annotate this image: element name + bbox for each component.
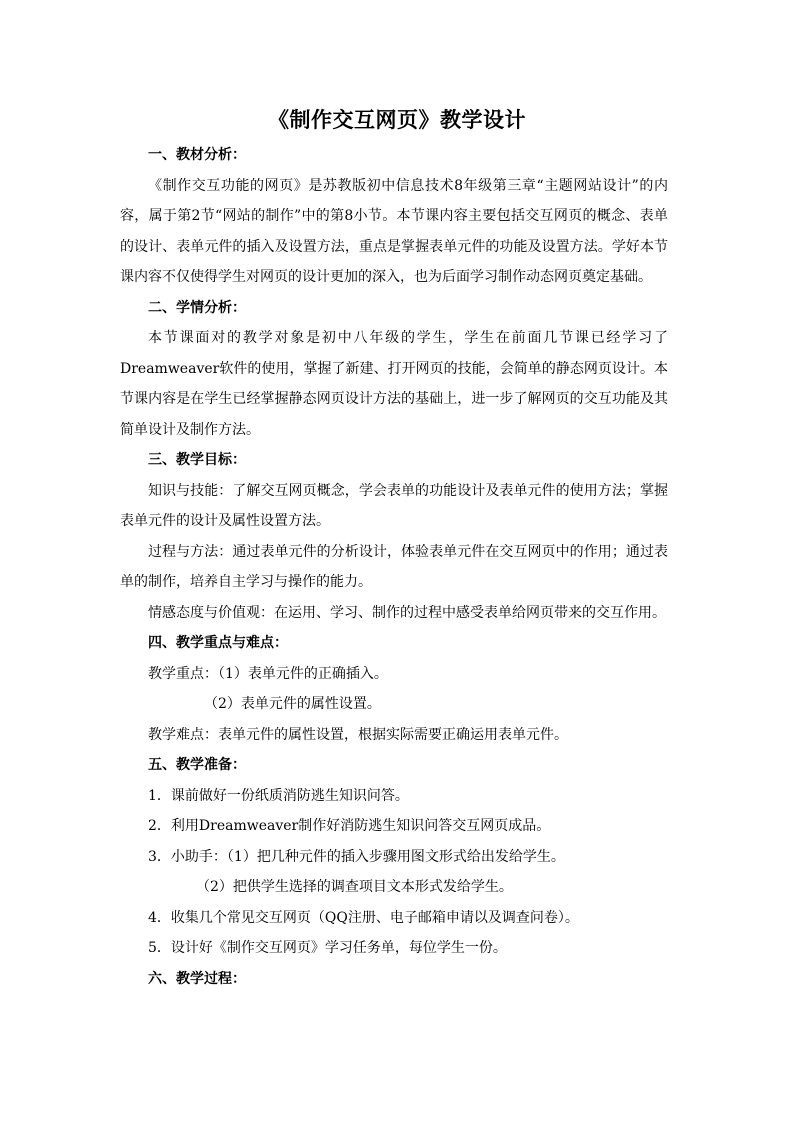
prep-item-5: 5．设计好《制作交互网页》学习任务单，每位学生一份。 [148, 940, 507, 956]
key-point-1: 教学重点：（1）表单元件的正确插入。 [148, 665, 388, 682]
prep-item-1: 1．课前做好一份纸质消防逃生知识问答。 [148, 787, 409, 804]
key-point-2: （2）表单元件的属性设置。 [204, 696, 381, 712]
section-heading-teaching-process: 六、教学过程： [148, 970, 246, 987]
goal-attitude-values: 情感态度与价值观：在运用、学习、制作的过程中感受表单给网页带来的交互作用。 [148, 604, 666, 621]
goal-process-methods: 过程与方法：通过表单元件的分析设计，体验表单元件在交互网页中的作用；通过表单的制作，培养自主学习与操作的能力。 [120, 543, 668, 590]
goal-knowledge-skills: 知识与技能：了解交互网页概念，学会表单的功能设计及表单元件的使用方法；掌握表单元件的设计及属性设置方法。 [120, 482, 668, 529]
prep-item-4: 4．收集几个常见交互网页（QQ注册、电子邮箱申请以及调查问卷）。 [148, 909, 579, 926]
prep-item-3-sub: （2）把供学生选择的调查项目文本形式发给学生。 [196, 879, 513, 895]
paragraph-student-analysis: 本节课面对的教学对象是初中八年级的学生，学生在前面几节课已经学习了Dreamweaver软件的使用，掌握了新建、打开网页的技能，会简单的静态网页设计。本节课内容是在学生已经掌握静态网页设计方法的基础上，进一步了解网页的交互功能及其简单设计及制作方法。 [120, 330, 668, 438]
paragraph-textbook-analysis: 《制作交互功能的网页》是苏教版初中信息技术8年级第三章“主题网站设计”的内容，属于第2节“网站的制作”中的第8小节。本节课内容主要包括交互网页的概念、表单的设计、表单元件的插入及设置方法，重点是掌握表单元件的功能及设置方法。学好本节课内容不仅使得学生对网页的设计更加的深入，也为后面学习制作动态网页奠定基础。 [120, 177, 668, 285]
section-heading-preparation: 五、教学准备： [148, 757, 246, 773]
document-body [120, 140, 668, 994]
document-title: 《制作交互网页》教学设计 [268, 107, 526, 132]
section-heading-key-difficult: 四、教学重点与难点： [148, 635, 288, 651]
prep-item-3: 3．小助手：（1）把几种元件的插入步骤用图文形式给出发给学生。 [148, 848, 565, 865]
section-heading-teaching-goals: 三、教学目标： [148, 452, 246, 468]
section-heading-textbook-analysis: 一、教材分析： [148, 147, 246, 163]
section-heading-student-analysis: 二、学情分析： [148, 299, 246, 316]
difficult-point: 教学难点：表单元件的属性设置，根据实际需要正确运用表单元件。 [148, 726, 568, 743]
prep-item-2: 2．利用Dreamweaver制作好消防逃生知识问答交互网页成品。 [148, 818, 551, 834]
